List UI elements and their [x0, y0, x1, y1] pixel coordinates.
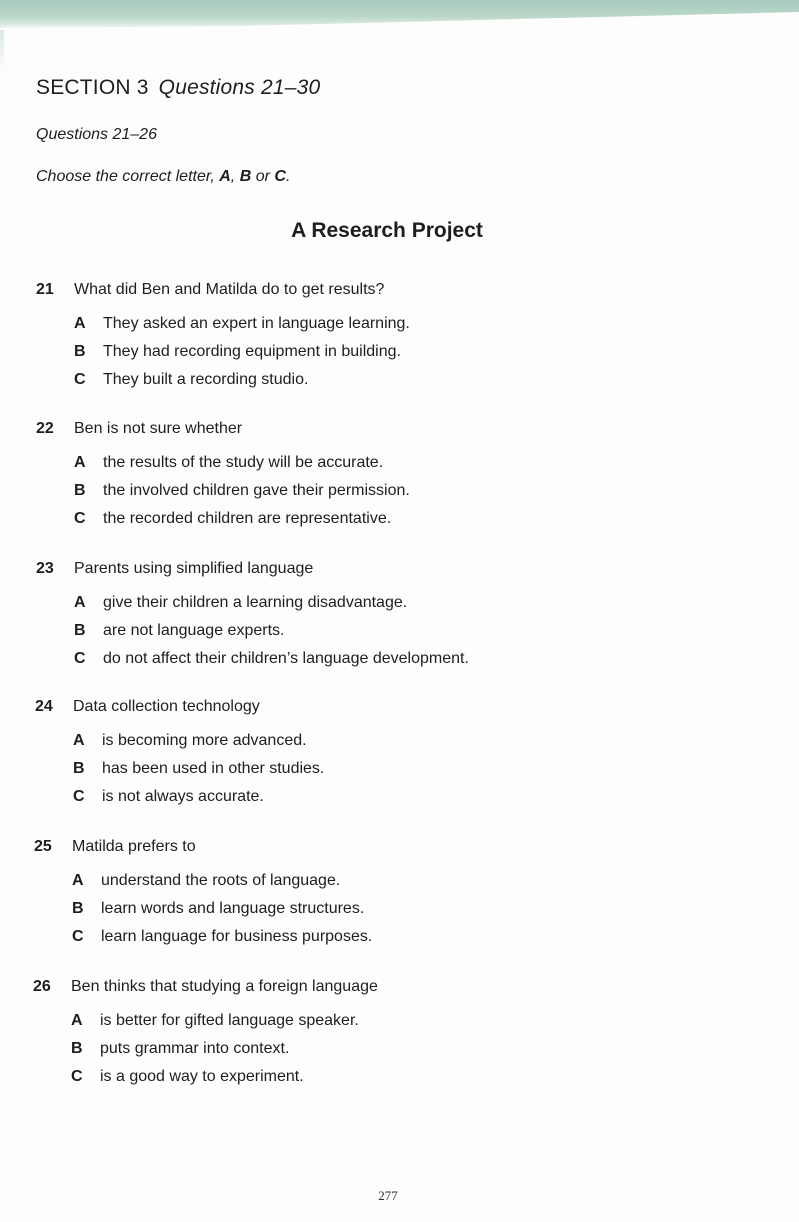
instruction-text — [36, 168, 290, 186]
question-number: 22 — [36, 420, 54, 437]
option-letter: B — [74, 343, 86, 360]
option-letter: C — [72, 928, 84, 945]
section-range: Questions 21–30 — [158, 76, 321, 99]
option-letter: B — [71, 1040, 83, 1057]
option-b — [36, 482, 776, 510]
question-line — [36, 560, 776, 584]
question-line — [34, 838, 774, 862]
question-22 — [36, 420, 776, 538]
question-line — [35, 698, 775, 722]
option-text: They had recording equipment in building. — [103, 343, 401, 360]
question-number: 25 — [34, 838, 52, 855]
option-b — [36, 343, 776, 371]
option-letter: C — [74, 650, 86, 667]
option-b — [35, 760, 775, 788]
option-text: the results of the study will be accurate. — [103, 454, 384, 471]
instruction-separator: , — [230, 168, 236, 185]
question-number: 26 — [33, 978, 51, 995]
option-letter: C — [74, 510, 86, 527]
option-c — [36, 650, 776, 678]
option-letter: B — [72, 900, 84, 917]
question-number: 23 — [36, 560, 54, 577]
option-c — [35, 788, 775, 816]
question-stem: Parents using simplified language — [74, 560, 314, 577]
option-text: give their children a learning disadvantage. — [103, 594, 408, 611]
option-list — [35, 732, 775, 816]
page-top-edge — [0, 0, 799, 30]
option-text: is not always accurate. — [102, 788, 264, 805]
instruction-end: . — [285, 168, 291, 185]
question-21 — [36, 281, 776, 399]
instruction-letter-a: A — [219, 168, 231, 185]
option-text: is a good way to experiment. — [100, 1068, 304, 1085]
instruction-letter-c: C — [274, 168, 286, 185]
option-text: has been used in other studies. — [102, 760, 325, 777]
questions-subheading: Questions 21–26 — [36, 126, 157, 143]
question-23 — [36, 560, 776, 678]
page-left-edge — [0, 30, 4, 70]
option-letter: C — [73, 788, 85, 805]
option-letter: A — [71, 1012, 83, 1029]
option-letter: A — [72, 872, 84, 889]
instruction-letter-b: B — [239, 168, 252, 185]
option-b — [34, 900, 774, 928]
option-text: They built a recording studio. — [103, 371, 309, 388]
option-text: puts grammar into context. — [100, 1040, 290, 1057]
option-list — [34, 872, 774, 956]
option-letter: A — [74, 315, 86, 332]
option-b — [36, 622, 776, 650]
option-a — [34, 872, 774, 900]
option-list — [36, 594, 776, 678]
option-letter: B — [74, 622, 86, 639]
option-text: do not affect their children’s language development. — [103, 650, 469, 667]
question-stem: Data collection technology — [73, 698, 260, 715]
section-label: SECTION 3 — [36, 76, 149, 99]
option-a — [36, 594, 776, 622]
section-heading — [36, 76, 320, 100]
question-line — [36, 420, 776, 444]
option-a — [33, 1012, 773, 1040]
question-stem: Ben is not sure whether — [74, 420, 243, 437]
option-letter: C — [71, 1068, 83, 1085]
question-number: 21 — [36, 281, 54, 298]
question-line — [33, 978, 773, 1002]
option-c — [36, 510, 776, 538]
option-list — [36, 454, 776, 538]
instruction-prefix: Choose the correct letter, — [36, 168, 215, 185]
question-24 — [35, 698, 775, 816]
option-text: learn words and language structures. — [101, 900, 365, 917]
option-a — [36, 454, 776, 482]
option-list — [36, 315, 776, 399]
question-stem: Ben thinks that studying a foreign language — [71, 978, 378, 995]
option-b — [33, 1040, 773, 1068]
option-text: are not language experts. — [103, 622, 285, 639]
question-25 — [34, 838, 774, 956]
question-stem: What did Ben and Matilda do to get results? — [74, 281, 385, 298]
question-number: 24 — [35, 698, 53, 715]
option-a — [35, 732, 775, 760]
option-letter: A — [74, 454, 86, 471]
option-text: understand the roots of language. — [101, 872, 341, 889]
option-c — [34, 928, 774, 956]
question-26 — [33, 978, 773, 1096]
instruction-or: or — [255, 168, 270, 185]
option-text: learn language for business purposes. — [101, 928, 373, 945]
option-text: is better for gifted language speaker. — [100, 1012, 359, 1029]
question-stem: Matilda prefers to — [72, 838, 196, 855]
option-text: the recorded children are representative. — [103, 510, 392, 527]
option-letter: B — [74, 482, 86, 499]
option-letter: C — [74, 371, 86, 388]
page-number: 277 — [378, 1188, 398, 1203]
option-letter: A — [73, 732, 85, 749]
option-letter: B — [73, 760, 85, 777]
option-a — [36, 315, 776, 343]
option-letter: A — [74, 594, 86, 611]
option-text: the involved children gave their permission. — [103, 482, 410, 499]
option-c — [36, 371, 776, 399]
task-title: A Research Project — [291, 219, 483, 242]
option-text: They asked an expert in language learning. — [103, 315, 410, 332]
option-text: is becoming more advanced. — [102, 732, 307, 749]
option-list — [33, 1012, 773, 1096]
question-line — [36, 281, 776, 305]
option-c — [33, 1068, 773, 1096]
